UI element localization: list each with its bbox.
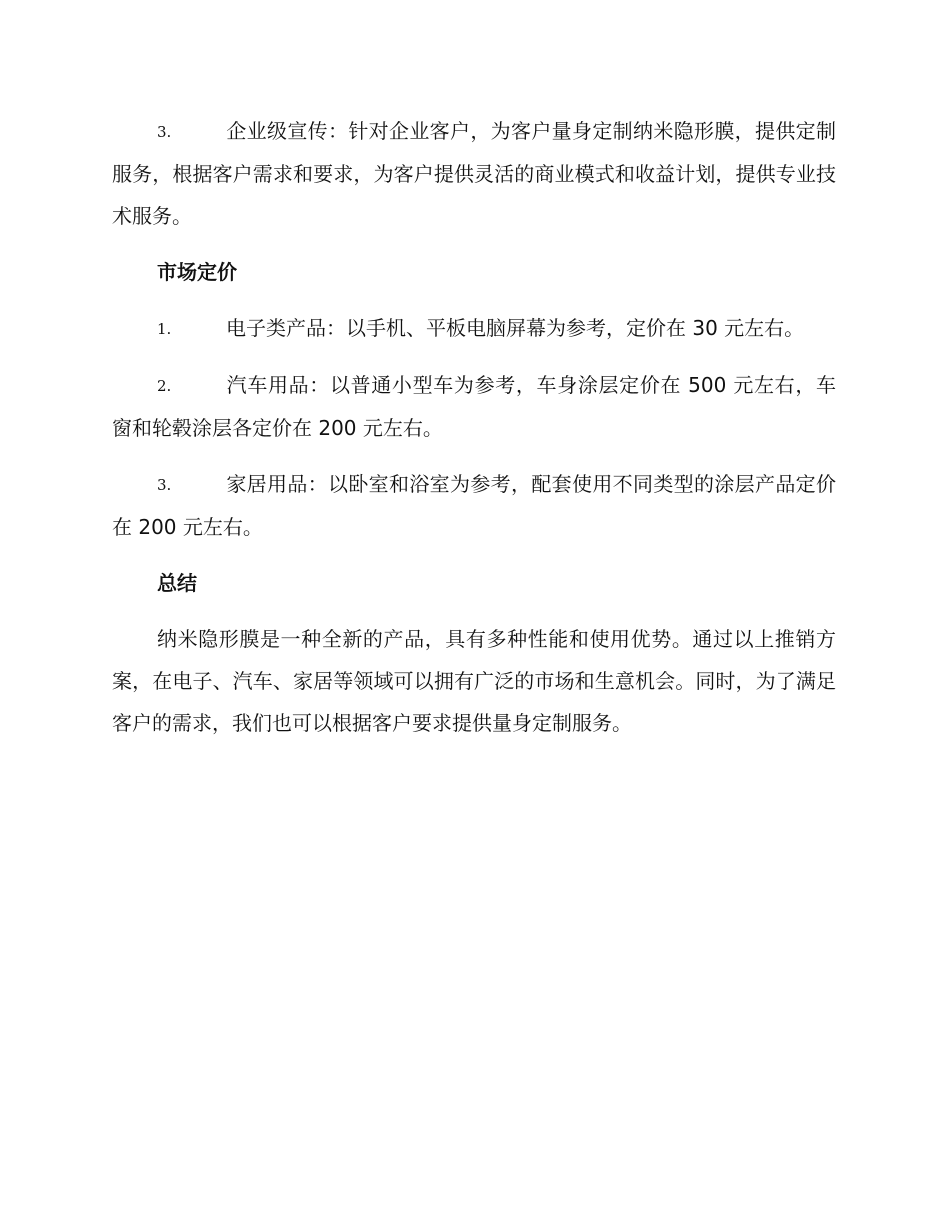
list-number: 3.	[157, 476, 172, 494]
list-number: 2.	[157, 377, 172, 395]
list-item-home	[112, 463, 836, 548]
list-item-electronics	[112, 307, 836, 350]
document-page	[112, 110, 836, 744]
summary-paragraph: 纳米隐形膜是一种全新的产品，具有多种性能和使用优势。通过以上推销方案，在电子、汽车、家居等领域可以拥有广泛的市场和生意机会。同时，为了满足客户的需求，我们也可以根据客户要求提供量身定制服务。	[112, 627, 836, 735]
list-text: 企业级宣传：针对企业客户，为客户量身定制纳米隐形膜，提供定制服务，根据客户需求和要求，为客户提供灵活的商业模式和收益计划，提供专业技术服务。	[112, 119, 836, 228]
heading-market-pricing: 市场定价	[157, 260, 237, 284]
list-number: 1.	[157, 320, 172, 338]
list-item-enterprise-promotion	[112, 110, 836, 237]
list-item-automotive	[112, 364, 836, 449]
list-number: 3.	[157, 123, 172, 141]
list-text: 电子类产品：以手机、平板电脑屏幕为参考，定价在 30 元左右。	[226, 316, 805, 340]
list-text: 汽车用品：以普通小型车为参考，车身涂层定价在 500 元左右，车窗和轮毂涂层各定价在 200 元左右。	[112, 373, 836, 440]
heading-summary: 总结	[157, 571, 197, 595]
list-text: 家居用品：以卧室和浴室为参考，配套使用不同类型的涂层产品定价在 200 元左右。	[112, 472, 836, 539]
